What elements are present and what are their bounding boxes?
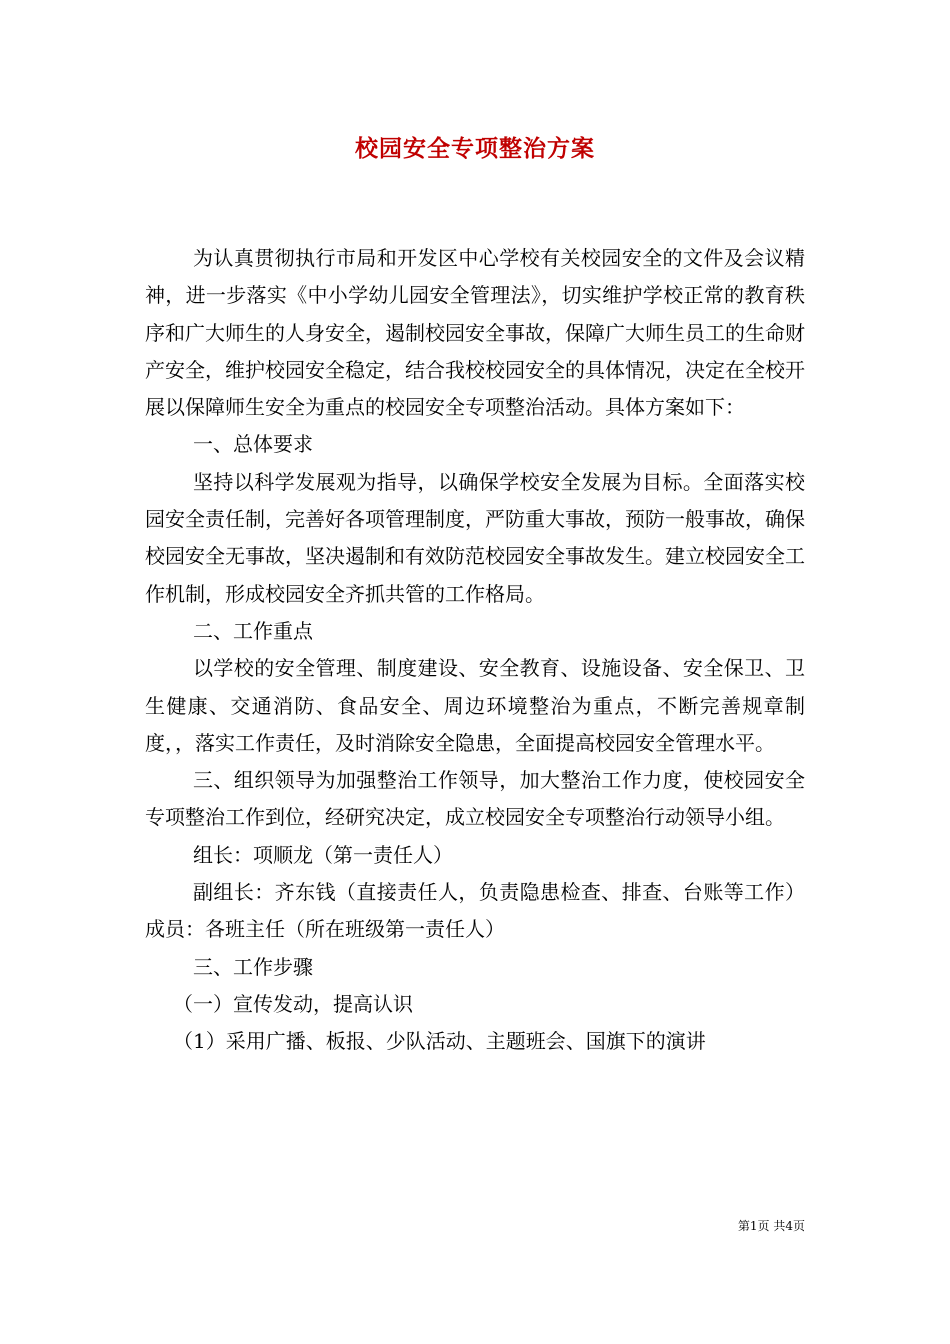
section-heading-work-steps: 三、工作步骤 [193, 954, 313, 979]
document-body [145, 240, 805, 1061]
general-requirements-paragraph: 坚持以科学发展观为指导，以确保学校安全发展为目标。全面落实校园安全责任制，完善好各项管理制度，严防重大事故，预防一般事故，确保校园安全无事故，坚决遏制和有效防范校园安全事故发生。建立校园安全工作机制，形成校园安全齐抓共管的工作格局。 [145, 469, 805, 606]
work-focus-paragraph: 以学校的安全管理、制度建设、安全教育、设施设备、安全保卫、卫生健康、交通消防、食品安全、周边环境整治为重点，不断完善规章制度，，落实工作责任，及时消除安全隐患，全面提高校园安全管理水平。 [145, 656, 805, 755]
step-one-heading: （一）宣传发动，提高认识 [173, 991, 413, 1016]
step-one-item-one: （1）采用广播、板报、少队活动、主题班会、国旗下的演讲 [173, 1029, 706, 1054]
group-leader-line: 组长：项顺龙（第一责任人） [193, 842, 453, 867]
deputy-leader-line: 副组长：齐东钱（直接责任人，负责隐患检查、排查、台账等工作）成员：各班主任（所在班级第一责任人） [145, 880, 805, 942]
organization-paragraph: 三、组织领导为加强整治工作领导，加大整治工作力度，使校园安全专项整治工作到位，经研究决定，成立校园安全专项整治行动领导小组。 [145, 768, 805, 830]
section-heading-general-requirements: 一、总体要求 [193, 432, 313, 457]
page-title: 校园安全专项整治方案 [355, 135, 595, 162]
page-number: 第1页 共4页 [737, 1219, 805, 1233]
section-heading-work-focus: 二、工作重点 [193, 618, 313, 643]
intro-paragraph: 为认真贯彻执行市局和开发区中心学校有关校园安全的文件及会议精神，进一步落实《中小学幼儿园安全管理法》，切实维护学校正常的教育秩序和广大师生的人身安全，遏制校园安全事故，保障广大师生员工的生命财产安全，维护校园安全稳定，结合我校校园安全的具体情况，决定在全校开展以保障师生安全为重点的校园安全专项整治活动。具体方案如下： [145, 246, 805, 420]
